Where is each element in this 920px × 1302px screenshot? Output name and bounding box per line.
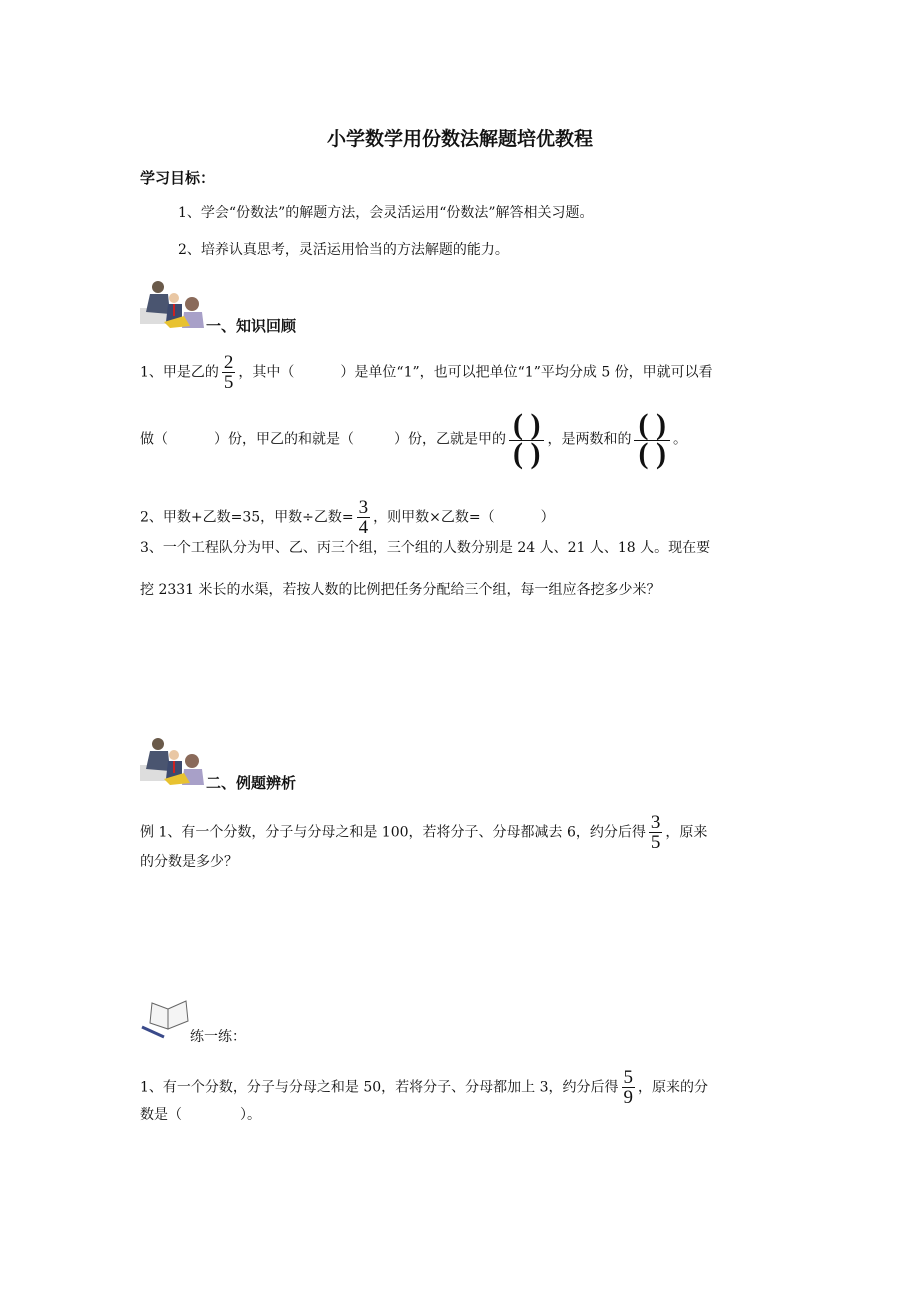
- denominator: 5: [223, 372, 234, 393]
- blank-fraction[interactable]: [634, 408, 669, 470]
- example-1-line-1: [140, 813, 707, 852]
- text: 例 1、有一个分数，分子与分母之和是 100，若将分子、分母都减去 6，约分后得: [140, 824, 646, 841]
- people-discussion-illustration: [138, 278, 206, 330]
- question-2: [140, 498, 555, 537]
- text: ）份，乙就是甲的: [394, 431, 506, 448]
- denominator: ( ): [513, 437, 541, 470]
- text: ，原来的分: [638, 1079, 709, 1096]
- text: ，其中（: [238, 364, 295, 381]
- goal-item: 1、学会“份数法”的解题方法，会灵活运用“份数法”解答相关习题。: [178, 205, 594, 221]
- text: ，是两数和的: [547, 431, 632, 448]
- section2-heading: 二、例题辨析: [206, 774, 297, 792]
- fraction: [357, 498, 371, 537]
- practice-1-line-2: [140, 1105, 261, 1125]
- numerator: 3: [358, 497, 369, 518]
- question-3-line: 3、一个工程队分为甲、乙、丙三个组，三个组的人数分别是 24 人、21 人、18 人。现在要: [140, 540, 711, 556]
- text: 1、甲是乙的: [140, 364, 219, 381]
- text: ）。: [240, 1107, 261, 1123]
- example-1-line-2: 的分数是多少？: [140, 854, 238, 870]
- denominator: 4: [358, 517, 369, 538]
- practice-heading: 练一练：: [190, 1029, 246, 1045]
- text: ，则甲数×乙数=（: [373, 509, 495, 526]
- denominator: ( ): [638, 437, 666, 470]
- question-3-line: 挖 2331 米长的水渠，若按人数的比例把任务分配给三个组，每一组应各挖多少米？: [140, 582, 661, 598]
- numerator: 5: [623, 1067, 634, 1088]
- text: ）: [540, 509, 555, 526]
- book-pen-icon: [140, 995, 192, 1039]
- text: 做（: [140, 431, 168, 448]
- page-title: 小学数学用份数法解题培优教程: [326, 128, 593, 150]
- goal-item: 2、培养认真思考，灵活运用恰当的方法解题的能力。: [178, 242, 509, 258]
- numerator: ( ): [634, 412, 669, 441]
- text: 。: [672, 431, 687, 448]
- numerator: 2: [223, 352, 234, 373]
- text: 2、甲数+乙数=35，甲数÷乙数=: [140, 509, 354, 526]
- fraction: [649, 813, 663, 852]
- text: ）是单位“1”，也可以把单位“1”平均分成 5 份，甲就可以看: [340, 364, 713, 381]
- text: ，原来: [665, 824, 708, 841]
- section1-heading: 一、知识回顾: [206, 317, 297, 335]
- people-discussion-illustration: [138, 735, 206, 787]
- text: 数是（: [140, 1107, 182, 1123]
- text: 1、有一个分数，分子与分母之和是 50，若将分子、分母都加上 3，约分后得: [140, 1079, 619, 1096]
- question-1-line-2: [140, 408, 687, 470]
- denominator: 5: [650, 832, 661, 853]
- question-1-line-1: [140, 353, 713, 392]
- fraction: [222, 353, 236, 392]
- numerator: 3: [650, 812, 661, 833]
- practice-1-line-1: [140, 1068, 708, 1107]
- numerator: ( ): [509, 412, 544, 441]
- goals-heading: 学习目标：: [140, 169, 216, 187]
- fraction: [622, 1068, 636, 1107]
- blank-fraction[interactable]: [509, 408, 544, 470]
- text: ）份，甲乙的和就是（: [214, 431, 354, 448]
- denominator: 9: [623, 1087, 634, 1108]
